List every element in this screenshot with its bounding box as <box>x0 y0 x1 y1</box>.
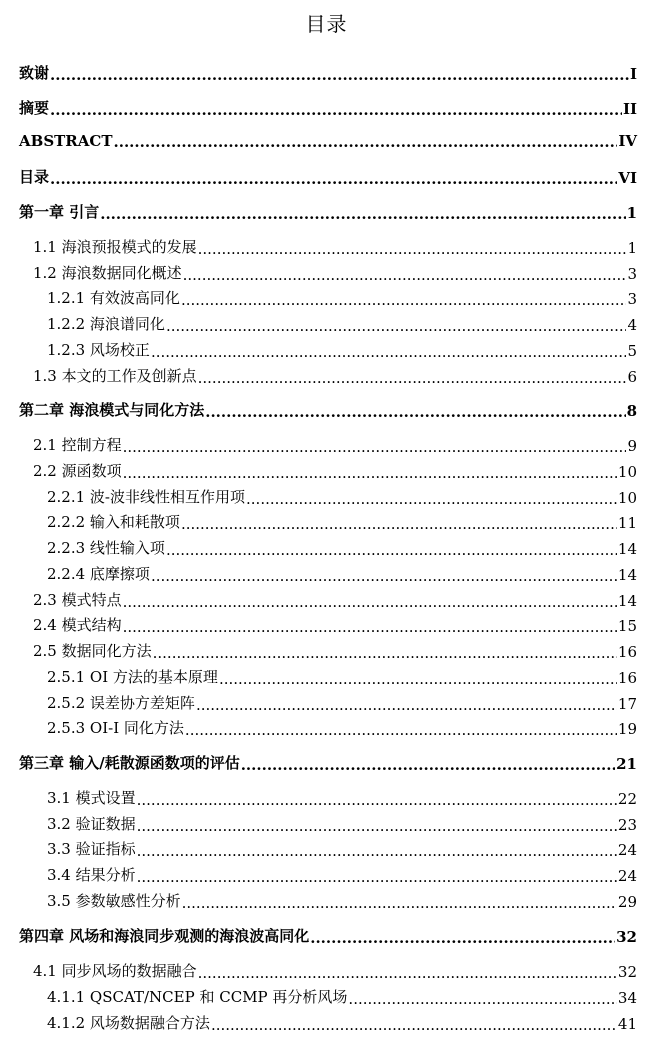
toc-entry-text: 2.3 模式特点 <box>33 591 122 609</box>
toc-leader-dots <box>181 293 627 308</box>
toc-page-number: 11 <box>617 514 637 532</box>
toc-page-number: 16 <box>617 643 637 661</box>
toc-entry-text: 致谢 <box>19 64 50 82</box>
toc-entry-4-1[interactable] <box>33 960 637 981</box>
toc-entry-acknowledgements[interactable] <box>19 62 637 83</box>
toc-leader-dots <box>219 672 617 687</box>
toc-entry-1-2[interactable] <box>33 262 637 283</box>
toc-page-number: 14 <box>617 566 637 584</box>
toc-entry-2-1[interactable] <box>33 434 637 455</box>
toc-entry-contents[interactable] <box>19 166 637 187</box>
toc-leader-dots <box>137 819 617 834</box>
toc-leader-dots <box>50 172 617 187</box>
toc-leader-dots <box>198 371 627 386</box>
toc-page-number: IV <box>618 132 637 150</box>
toc-page-number: 34 <box>617 989 637 1007</box>
toc-leader-dots <box>153 646 617 661</box>
toc-leader-dots <box>211 1018 617 1033</box>
toc-entry-1-1[interactable] <box>33 236 637 257</box>
toc-entry-text: 1.1 海浪预报模式的发展 <box>33 238 197 256</box>
toc-page-number: 24 <box>617 841 637 859</box>
toc-leader-dots <box>123 440 627 455</box>
toc-leader-dots <box>151 569 617 584</box>
toc-entry-3-4[interactable] <box>47 864 637 885</box>
toc-page-number: 22 <box>617 790 637 808</box>
toc-entry-text: 目录 <box>19 168 50 186</box>
toc-entry-3-5[interactable] <box>47 890 637 911</box>
toc-entry-2-2-4[interactable] <box>47 563 637 584</box>
toc-entry-chapter-2[interactable] <box>19 399 637 420</box>
toc-entry-4-1-1[interactable] <box>47 986 637 1007</box>
toc-entry-text: 第二章 海浪模式与同化方法 <box>19 401 205 419</box>
toc-page-number: 9 <box>627 437 637 455</box>
toc-entry-text: 3.4 结果分析 <box>47 866 136 884</box>
toc-leader-dots <box>182 896 617 911</box>
toc-entry-text: 2.2.3 线性输入项 <box>47 539 165 557</box>
toc-entry-2-5[interactable] <box>33 640 637 661</box>
toc-entry-text: 2.5.3 OI-I 同化方法 <box>47 719 184 737</box>
toc-entry-text: 2.1 控制方程 <box>33 436 122 454</box>
toc-leader-dots <box>114 135 618 150</box>
toc-page-number: 4 <box>627 316 637 334</box>
toc-leader-dots <box>205 405 625 420</box>
toc-leader-dots <box>123 620 617 635</box>
toc-page-number: 1 <box>627 239 637 257</box>
toc-entry-abstract-cn[interactable] <box>19 97 637 118</box>
toc-entry-text: 2.2.2 输入和耗散项 <box>47 513 180 531</box>
toc-entry-text: 2.5 数据同化方法 <box>33 642 152 660</box>
toc-leader-dots <box>137 870 617 885</box>
toc-leader-dots <box>196 698 617 713</box>
toc-entry-2-5-3[interactable] <box>47 717 637 738</box>
toc-page-number: 29 <box>617 893 637 911</box>
toc-leader-dots <box>137 793 617 808</box>
toc-entry-text: 1.2.2 海浪谱同化 <box>47 315 165 333</box>
toc-entry-text: 2.2.4 底摩擦项 <box>47 565 150 583</box>
toc-entry-text: 2.5.1 OI 方法的基本原理 <box>47 668 218 686</box>
toc-page-number: VI <box>618 169 637 187</box>
toc-entry-text: 2.2 源函数项 <box>33 462 122 480</box>
toc-page-number: 19 <box>617 720 637 738</box>
toc-entry-1-2-3[interactable] <box>47 339 637 360</box>
toc-entry-text: 3.5 参数敏感性分析 <box>47 892 181 910</box>
toc-page-number: 3 <box>627 290 637 308</box>
toc-page-number: 21 <box>616 755 637 773</box>
toc-entry-text: 第三章 输入/耗散源函数项的评估 <box>19 754 240 772</box>
toc-page-number: 6 <box>627 368 637 386</box>
toc-leader-dots <box>137 844 617 859</box>
toc-leader-dots <box>123 466 617 481</box>
toc-entry-4-1-2[interactable] <box>47 1012 637 1033</box>
toc-entry-2-5-1[interactable] <box>47 666 637 687</box>
toc-entry-chapter-4[interactable] <box>19 925 637 946</box>
toc-entry-text: 4.1 同步风场的数据融合 <box>33 962 197 980</box>
toc-leader-dots <box>151 345 627 360</box>
toc-page-number: 41 <box>617 1015 637 1033</box>
toc-leader-dots <box>166 543 617 558</box>
toc-page-number: 1 <box>626 204 637 222</box>
toc-page-number: 32 <box>616 928 637 946</box>
toc-page-number: 3 <box>627 265 637 283</box>
toc-entry-text: 1.2 海浪数据同化概述 <box>33 264 182 282</box>
toc-leader-dots <box>198 242 627 257</box>
toc-leader-dots <box>241 758 615 773</box>
toc-page-number: 23 <box>617 816 637 834</box>
toc-leader-dots <box>348 992 616 1007</box>
toc-leader-dots <box>123 595 617 610</box>
toc-entry-1-3[interactable] <box>33 365 637 386</box>
toc-entry-text: 摘要 <box>19 99 50 117</box>
toc-entry-text: 3.2 验证数据 <box>47 815 136 833</box>
toc-entry-1-2-1[interactable] <box>47 287 637 308</box>
toc-page-number: 5 <box>627 342 637 360</box>
toc-leader-dots <box>183 268 627 283</box>
toc-entry-text: 第一章 引言 <box>19 203 100 221</box>
toc-entry-1-2-2[interactable] <box>47 313 637 334</box>
toc-entry-text: ABSTRACT <box>19 132 113 150</box>
toc-leader-dots <box>100 207 625 222</box>
toc-page-number: 15 <box>617 617 637 635</box>
toc-page-number: 8 <box>626 402 637 420</box>
toc-entry-2-2-1[interactable] <box>47 486 637 507</box>
toc-entry-text: 3.1 模式设置 <box>47 789 136 807</box>
toc-page-number: 14 <box>617 540 637 558</box>
toc-entry-text: 2.2.1 波-波非线性相互作用项 <box>47 488 246 506</box>
toc-page-number: 17 <box>617 695 637 713</box>
toc-entry-chapter-3[interactable] <box>19 752 637 773</box>
toc-entry-2-2-3[interactable] <box>47 537 637 558</box>
toc-entry-text: 4.1.2 风场数据融合方法 <box>47 1014 210 1032</box>
toc-page-number: 32 <box>617 963 637 981</box>
toc-entry-3-3[interactable] <box>47 838 637 859</box>
toc-entry-text: 第四章 风场和海浪同步观测的海浪波高同化 <box>19 927 310 945</box>
toc-entry-text: 2.4 模式结构 <box>33 616 122 634</box>
page-title: 目录 <box>305 12 348 36</box>
toc-entry-3-2[interactable] <box>47 813 637 834</box>
toc-entry-text: 3.3 验证指标 <box>47 840 136 858</box>
toc-entry-2-3[interactable] <box>33 589 637 610</box>
toc-entry-text: 2.5.2 误差协方差矩阵 <box>47 694 195 712</box>
toc-entry-2-2[interactable] <box>33 460 637 481</box>
toc-entry-text: 4.1.1 QSCAT/NCEP 和 CCMP 再分析风场 <box>47 988 348 1006</box>
toc-leader-dots <box>185 723 617 738</box>
toc-page-number: 16 <box>617 669 637 687</box>
toc-page-number: I <box>629 65 637 83</box>
toc-entry-text: 1.3 本文的工作及创新点 <box>33 367 197 385</box>
toc-leader-dots <box>310 931 615 946</box>
toc-entry-2-5-2[interactable] <box>47 692 637 713</box>
toc-page-number: 10 <box>617 489 637 507</box>
toc-entry-abstract-en[interactable] <box>19 132 637 150</box>
toc-entry-2-4[interactable] <box>33 614 637 635</box>
toc-page-number: 14 <box>617 592 637 610</box>
toc-entry-text: 1.2.1 有效波高同化 <box>47 289 180 307</box>
toc-leader-dots <box>50 68 629 83</box>
toc-leader-dots <box>246 492 617 507</box>
toc-leader-dots <box>198 966 617 981</box>
toc-page-number: 10 <box>617 463 637 481</box>
toc-leader-dots <box>166 319 627 334</box>
toc-entry-3-1[interactable] <box>47 787 637 808</box>
toc-page-number: II <box>622 100 637 118</box>
toc-leader-dots <box>50 103 622 118</box>
toc-entry-chapter-1[interactable] <box>19 201 637 222</box>
toc-leader-dots <box>181 517 617 532</box>
toc-page-number: 24 <box>617 867 637 885</box>
toc-entry-2-2-2[interactable] <box>47 511 637 532</box>
toc-entry-text: 1.2.3 风场校正 <box>47 341 150 359</box>
